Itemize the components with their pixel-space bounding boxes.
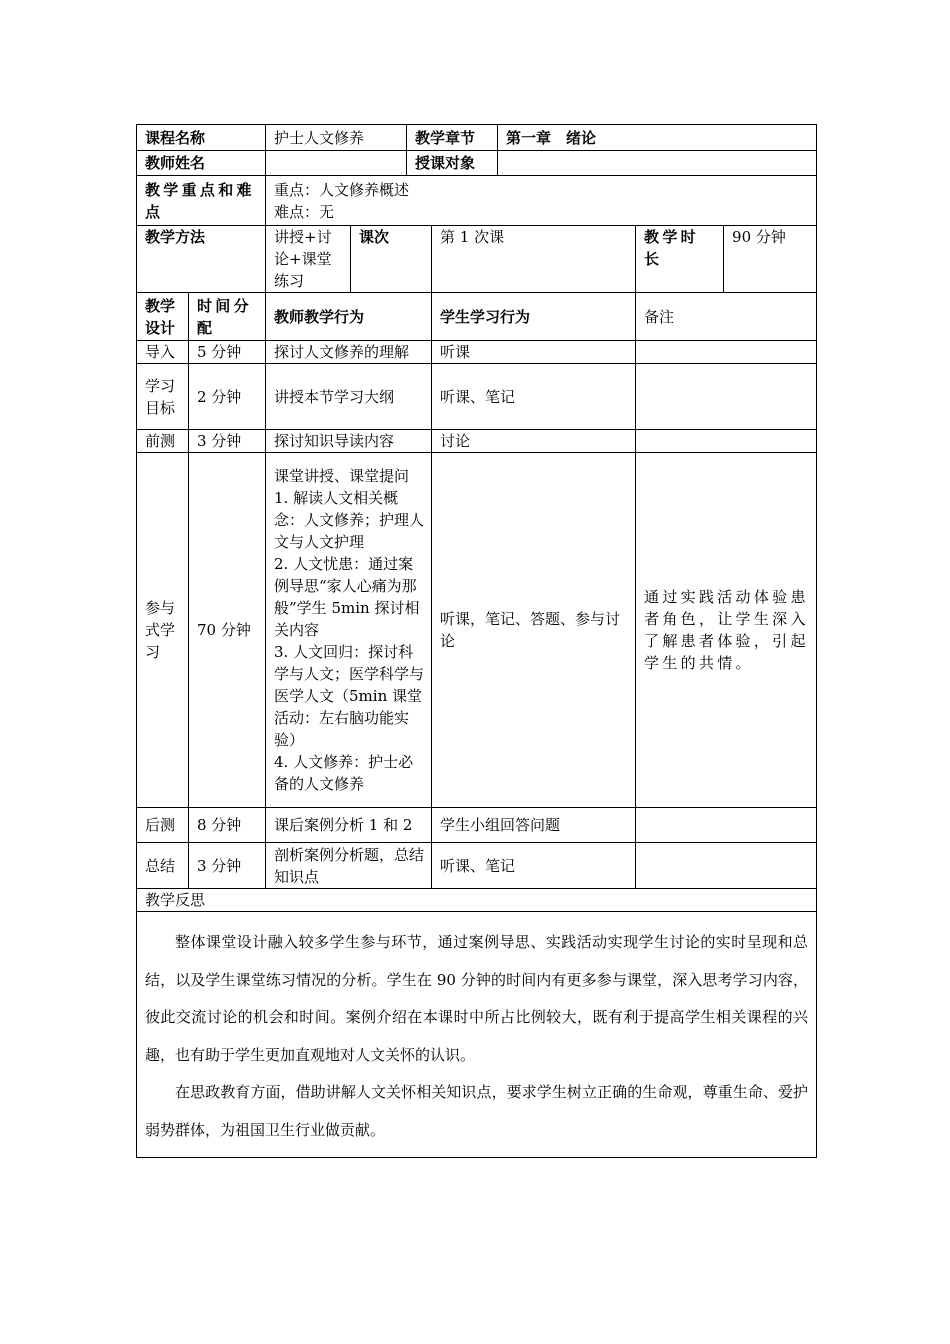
lesson-plan-table: [136, 124, 817, 1158]
keypoints-value: [266, 176, 817, 226]
table-row: [137, 341, 817, 364]
method-label: 教学方法: [137, 226, 266, 293]
reflection-paragraph: 整体课堂设计融入较多学生参与环节，通过案例导思、实践活动实现学生讨论的实时呈现和总结，以及学生课堂练习情况的分析。学生在 90 分钟的时间内有更多参与课堂，深入思考学习内容，彼此交流讨论的机会和时间。案例介绍在本课时中所占比例较大，既有利于提高学生相关课程的兴趣，也有助于学生更加直观地对人文关怀的认识。: [145, 933, 809, 1064]
col-stage: 教学设计: [137, 293, 189, 341]
reflection-header-row: [137, 889, 817, 912]
key-point: 重点：人文修养概述: [274, 180, 410, 199]
row-method: [137, 226, 817, 293]
time-cell: 3 分钟: [189, 843, 266, 889]
note-cell: [636, 341, 817, 364]
teacher-cell: 探讨知识导读内容: [266, 430, 432, 453]
session-label: 课次: [351, 226, 432, 293]
stage-cell: 参与式学习: [137, 453, 189, 808]
reflection-body: [137, 912, 817, 1158]
student-cell: 学生小组回答问题: [432, 808, 636, 843]
note-cell: [636, 364, 817, 430]
teacher-line: 1. 解读人文相关概念：人文修养；护理人文与人文护理: [274, 489, 425, 551]
stage-cell: 总结: [137, 843, 189, 889]
reflection-paragraph: 在思政教育方面，借助讲解人文关怀相关知识点，要求学生树立正确的生命观，尊重生命、爱护弱势群体，为祖国卫生行业做贡献。: [145, 1083, 809, 1139]
student-cell: 听课: [432, 341, 636, 364]
note-cell: 通过实践活动体验患者角色，让学生深入了解患者体验，引起学生的共情。: [636, 453, 817, 808]
lesson-plan-document: [136, 124, 816, 1158]
time-cell: 5 分钟: [189, 341, 266, 364]
difficult-point: 难点：无: [274, 202, 335, 221]
teacher-label: 教师姓名: [137, 151, 266, 176]
course-name-value: 护士人文修养: [266, 125, 407, 151]
audience-label: 授课对象: [407, 151, 498, 176]
audience-value: [498, 151, 817, 176]
teacher-cell: 剖析案例分析题，总结知识点: [266, 843, 432, 889]
student-cell: 听课、笔记: [432, 364, 636, 430]
stage-cell: 学习目标: [137, 364, 189, 430]
table-row: [137, 843, 817, 889]
row-course: [137, 125, 817, 151]
time-cell: 8 分钟: [189, 808, 266, 843]
teacher-line: 3. 人文回归：探讨科学与人文；医学科学与医学人文（5min 课堂活动：左右脑功能实验）: [274, 643, 425, 749]
teacher-line: 2. 人文忧患：通过案例导思“家人心痛为那般”学生 5min 探讨相关内容: [274, 555, 420, 639]
method-value: 讲授+讨论+课堂练习: [266, 226, 351, 293]
teacher-cell: 课后案例分析 1 和 2: [266, 808, 432, 843]
teacher-cell: 讲授本节学习大纲: [266, 364, 432, 430]
stage-cell: 前测: [137, 430, 189, 453]
student-cell: 听课、笔记: [432, 843, 636, 889]
time-cell: 2 分钟: [189, 364, 266, 430]
keypoints-label: 教学重点和难点: [137, 176, 266, 226]
table-row: [137, 808, 817, 843]
table-row: [137, 364, 817, 430]
note-cell: [636, 843, 817, 889]
teacher-value: [266, 151, 407, 176]
table-row: [137, 453, 817, 808]
table-row: [137, 430, 817, 453]
student-cell: 听课，笔记、答题、参与讨论: [432, 453, 636, 808]
row-teacher: [137, 151, 817, 176]
col-note: 备注: [636, 293, 817, 341]
note-cell: [636, 808, 817, 843]
row-keypoints: [137, 176, 817, 226]
reflection-label: 教学反思: [137, 889, 817, 912]
stage-cell: 后测: [137, 808, 189, 843]
chapter-value: 第一章 绪论: [498, 125, 817, 151]
teacher-cell: [266, 453, 432, 808]
reflection-row: [137, 912, 817, 1158]
time-cell: 3 分钟: [189, 430, 266, 453]
teacher-line: 4. 人文修养：护士必备的人文修养: [274, 753, 414, 793]
col-student: 学生学习行为: [432, 293, 636, 341]
duration-label: 教学时长: [636, 226, 724, 293]
chapter-label: 教学章节: [407, 125, 498, 151]
duration-value: 90 分钟: [724, 226, 817, 293]
student-cell: 讨论: [432, 430, 636, 453]
teacher-cell: 探讨人文修养的理解: [266, 341, 432, 364]
col-time: 时间分配: [189, 293, 266, 341]
session-value: 第 1 次课: [432, 226, 636, 293]
time-cell: 70 分钟: [189, 453, 266, 808]
col-teacher: 教师教学行为: [266, 293, 432, 341]
stage-cell: 导入: [137, 341, 189, 364]
note-cell: [636, 430, 817, 453]
design-header-row: [137, 293, 817, 341]
teacher-line: 课堂讲授、课堂提问: [274, 467, 410, 485]
course-name-label: 课程名称: [137, 125, 266, 151]
